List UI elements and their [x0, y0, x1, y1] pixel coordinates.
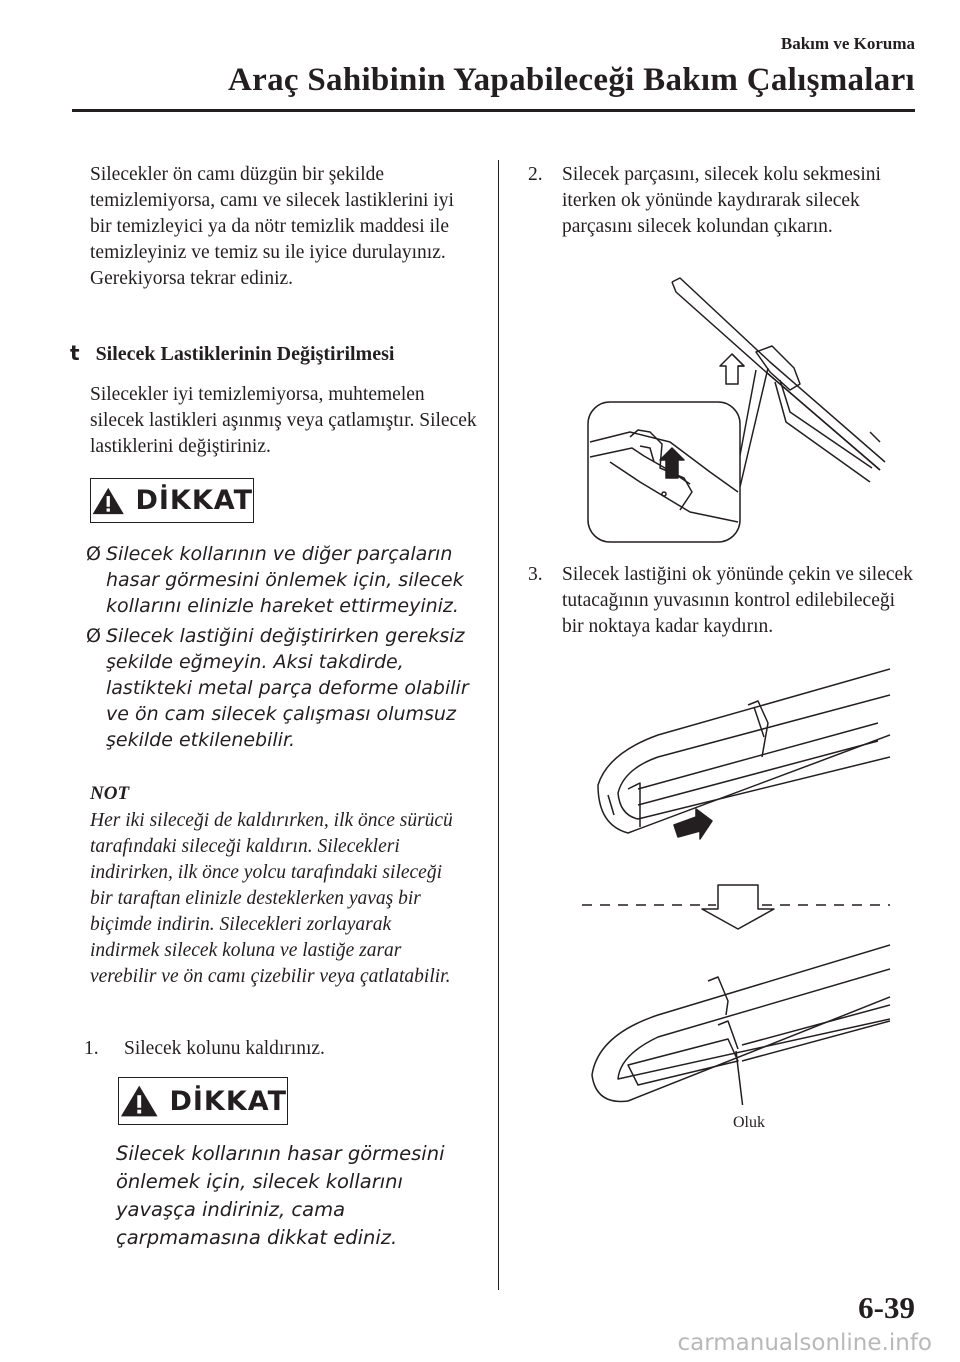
step-number: 1. [84, 1038, 99, 1059]
watermark: carmanualsonline.info [677, 1330, 932, 1356]
note-text: Her iki sileceği de kaldırırken, ilk önce sürücü tarafındaki sileceği kaldırın. Silecekleri indirirken, ilk önce yolcu tarafındaki sileceği bir taraftan elinizle desteklerken yavaş bir biçimde indirin. Silecekleri zorlayarak indirmek silecek koluna ve lastiğe zarar verebilir ve ön camı çizebilir veya çatlatabilir. [90, 810, 453, 987]
caution-label: DİKKAT [135, 485, 253, 516]
blade-slide-figure [578, 665, 898, 1105]
caution-item [86, 541, 486, 619]
step-number: 2. [528, 164, 543, 185]
caution-list [86, 541, 486, 753]
figure-label-oluk: Oluk [733, 1114, 765, 1131]
intro-paragraph: Silecekler ön camı düzgün bir şekilde temizlemiyorsa, camı ve silecek lastiklerini iyi bir temizleyici ya da nötr temizlik maddesi ile temizleyiniz ve temiz su ile iyice durulayınız. Gerekiyorsa tekrar ediniz. [90, 164, 454, 289]
header-rule [72, 109, 915, 112]
caution-item-text: Silecek lastiğini değiştirirken gereksiz şekilde eğmeyin. Aksi takdirde, lastikteki metal parça deforme olabilir ve ön cam silecek çalışması olumsuz şekilde etkilenebilir. [106, 625, 469, 751]
caution-item-text: Silecek kollarının ve diğer parçaların hasar görmesini önlemek için, silecek kollarını elinizle hareket ettirmeyiniz. [106, 543, 464, 617]
step-3 [528, 562, 913, 640]
step-2 [528, 162, 913, 240]
step-text: Silecek kolunu kaldırınız. [124, 1038, 325, 1059]
step-text: Silecek parçasını, silecek kolu sekmesini iterken ok yönünde kaydırarak silecek parçasını silecek kolundan çıkarın. [562, 164, 881, 237]
wiper-removal-figure [580, 272, 892, 547]
bullet-arrow-icon: Ø [86, 625, 101, 647]
column-divider [498, 160, 499, 1290]
step-1 [84, 1036, 479, 1062]
warning-icon [91, 483, 125, 519]
note-label: NOT [90, 783, 130, 804]
caution-label: DİKKAT [169, 1085, 287, 1117]
section-label: Bakım ve Koruma [780, 34, 915, 53]
heading-marker-icon: t [70, 341, 80, 365]
heading-text: Silecek Lastiklerinin Değiştirilmesi [95, 343, 395, 365]
page-title: Araç Sahibinin Yapabileceği Bakım Çalışmaları [227, 62, 915, 98]
bullet-arrow-icon: Ø [86, 543, 101, 565]
caution-2-text: Silecek kollarının hasar görmesini önlemek için, silecek kollarını yavaşça indiriniz, cama çarpmamasına dikkat ediniz. [116, 1142, 445, 1249]
step-number: 3. [528, 564, 543, 585]
step-text: Silecek lastiğini ok yönünde çekin ve silecek tutacağının yuvasının kontrol edilebileceği bir noktaya kadar kaydırın. [562, 564, 913, 637]
page-number: 6-39 [858, 1290, 915, 1325]
caution-box [90, 478, 254, 523]
caution-item [86, 623, 486, 753]
warning-icon [119, 1083, 159, 1119]
section-heading [70, 341, 394, 366]
caution-box-2 [118, 1077, 288, 1125]
replace-paragraph: Silecekler iyi temizlemiyorsa, muhtemelen silecek lastikleri aşınmış veya çatlamıştır. Silecek lastiklerini değiştiriniz. [90, 384, 477, 457]
